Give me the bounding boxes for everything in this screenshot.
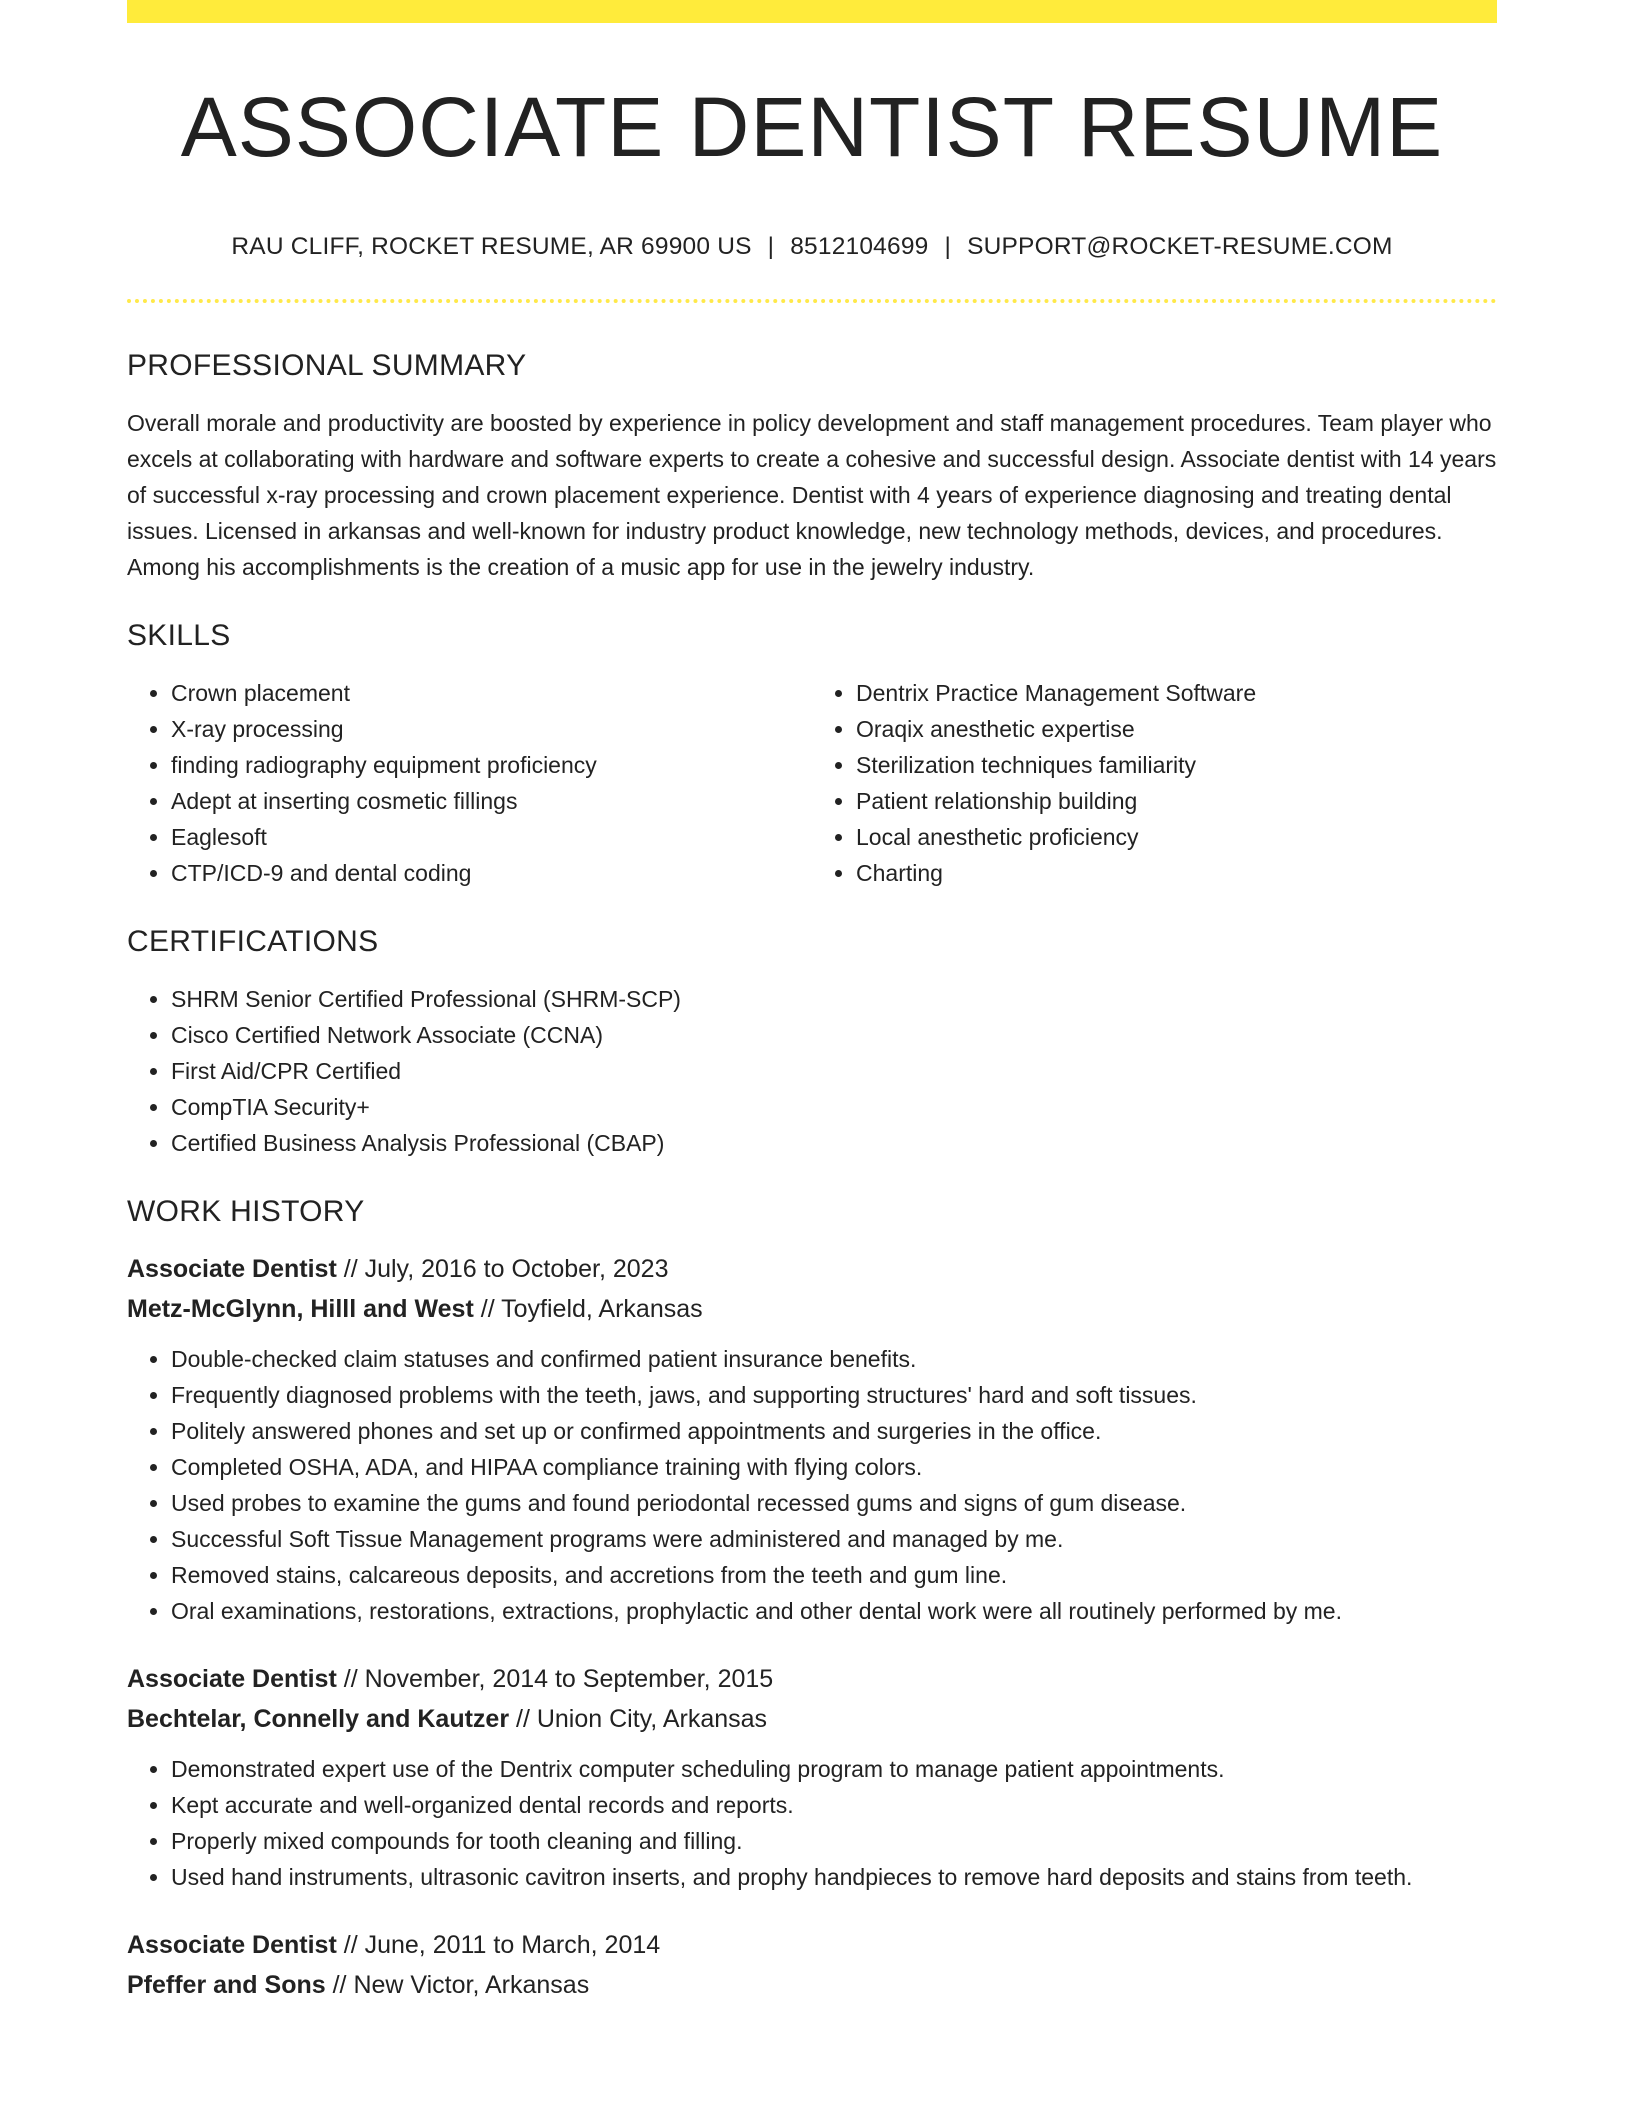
job-dates: // July, 2016 to October, 2023 [343, 1254, 669, 1283]
contact-separator: | [944, 233, 952, 260]
job-title: Associate Dentist [127, 1664, 337, 1693]
job-company-line [127, 1289, 1497, 1329]
list-item: • Double-checked claim statuses and confirmed patient insurance benefits. [171, 1341, 1497, 1377]
summary-heading: PROFESSIONAL SUMMARY [127, 348, 527, 382]
job-company: Metz-McGlynn, Hilll and West [127, 1294, 474, 1323]
list-item: • Demonstrated expert use of the Dentrix computer scheduling program to manage patient appointments. [171, 1751, 1497, 1787]
contact-separator: | [767, 233, 775, 260]
resume-page [127, 0, 1497, 2005]
list-item: • Completed OSHA, ADA, and HIPAA compliance training with flying colors. [171, 1449, 1497, 1485]
job-entry [127, 1925, 1497, 2005]
job-title-line [127, 1925, 1497, 1965]
list-item: • Cisco Certified Network Associate (CCNA) [171, 1017, 1497, 1053]
list-item: • CTP/ICD-9 and dental coding [171, 855, 812, 891]
list-item: • Oraqix anesthetic expertise [856, 711, 1497, 747]
list-item: • Certified Business Analysis Professional (CBAP) [171, 1125, 1497, 1161]
job-bullets [127, 1341, 1497, 1629]
job-location: // New Victor, Arkansas [332, 1970, 590, 1999]
list-item: • Local anesthetic proficiency [856, 819, 1497, 855]
job-title-line [127, 1659, 1497, 1699]
work-history-heading: WORK HISTORY [127, 1194, 365, 1228]
certifications-list [127, 981, 1497, 1161]
job-title-line [127, 1249, 1497, 1289]
list-item: • CompTIA Security+ [171, 1089, 1497, 1125]
list-item: • Removed stains, calcareous deposits, and accretions from the teeth and gum line. [171, 1557, 1497, 1593]
job-company-line [127, 1699, 1497, 1739]
list-item: • Adept at inserting cosmetic fillings [171, 783, 812, 819]
job-dates: // November, 2014 to September, 2015 [343, 1664, 774, 1693]
job-title: Associate Dentist [127, 1930, 337, 1959]
list-item: • First Aid/CPR Certified [171, 1053, 1497, 1089]
job-title: Associate Dentist [127, 1254, 337, 1283]
summary-text: Overall morale and productivity are boosted by experience in policy development and staff management procedures. Team player who excels at collaborating with hardware and software experts to create a cohesive and successful design. Associate dentist with 14 years of successful x-ray processing and crown placement experience. Dentist with 4 years of experience diagnosing and treating dental issues. Licensed in arkansas and well-known for industry product knowledge, new technology methods, devices, and procedures. Among his accomplishments is the creation of a music app for use in the jewelry industry. [127, 409, 1497, 580]
list-item: • Charting [856, 855, 1497, 891]
address: RAU CLIFF, ROCKET RESUME, AR 69900 US [231, 233, 752, 260]
dotted-divider [127, 299, 1497, 303]
list-item: • Kept accurate and well-organized dental records and reports. [171, 1787, 1497, 1823]
skills-list [127, 675, 1497, 891]
email-link[interactable]: SUPPORT@ROCKET-RESUME.COM [967, 233, 1393, 260]
list-item: • Patient relationship building [856, 783, 1497, 819]
list-item: • Oral examinations, restorations, extractions, prophylactic and other dental work were all routinely performed by me. [171, 1593, 1497, 1629]
skills-left-column [127, 675, 812, 891]
list-item: • Properly mixed compounds for tooth cleaning and filling. [171, 1823, 1497, 1859]
job-dates: // June, 2011 to March, 2014 [343, 1930, 661, 1959]
job-entry [127, 1659, 1497, 1895]
certifications-heading: CERTIFICATIONS [127, 924, 379, 958]
list-item: • Eaglesoft [171, 819, 812, 855]
list-item: • SHRM Senior Certified Professional (SHRM-SCP) [171, 981, 1497, 1017]
job-company: Pfeffer and Sons [127, 1970, 326, 1999]
list-item: • Used hand instruments, ultrasonic cavitron inserts, and prophy handpieces to remove hard deposits and stains from teeth. [171, 1859, 1497, 1895]
job-location: // Toyfield, Arkansas [480, 1294, 703, 1323]
phone: 8512104699 [790, 233, 929, 260]
list-item: • Used probes to examine the gums and found periodontal recessed gums and signs of gum disease. [171, 1485, 1497, 1521]
list-item: • Frequently diagnosed problems with the teeth, jaws, and supporting structures' hard and soft tissues. [171, 1377, 1497, 1413]
job-location: // Union City, Arkansas [516, 1704, 768, 1733]
job-company: Bechtelar, Connelly and Kautzer [127, 1704, 510, 1733]
skills-right-column [812, 675, 1497, 891]
contact-line [127, 235, 1497, 260]
accent-bar [127, 0, 1497, 23]
job-entry [127, 1249, 1497, 1629]
list-item: • Politely answered phones and set up or confirmed appointments and surgeries in the office. [171, 1413, 1497, 1449]
list-item: • finding radiography equipment proficiency [171, 747, 812, 783]
list-item: • Sterilization techniques familiarity [856, 747, 1497, 783]
job-bullets [127, 1751, 1497, 1895]
job-company-line [127, 1965, 1497, 2005]
list-item: • Crown placement [171, 675, 812, 711]
list-item: • Successful Soft Tissue Management programs were administered and managed by me. [171, 1521, 1497, 1557]
list-item: • Dentrix Practice Management Software [856, 675, 1497, 711]
skills-heading: SKILLS [127, 618, 231, 652]
list-item: • X-ray processing [171, 711, 812, 747]
resume-title: ASSOCIATE DENTIST RESUME [180, 80, 1444, 174]
